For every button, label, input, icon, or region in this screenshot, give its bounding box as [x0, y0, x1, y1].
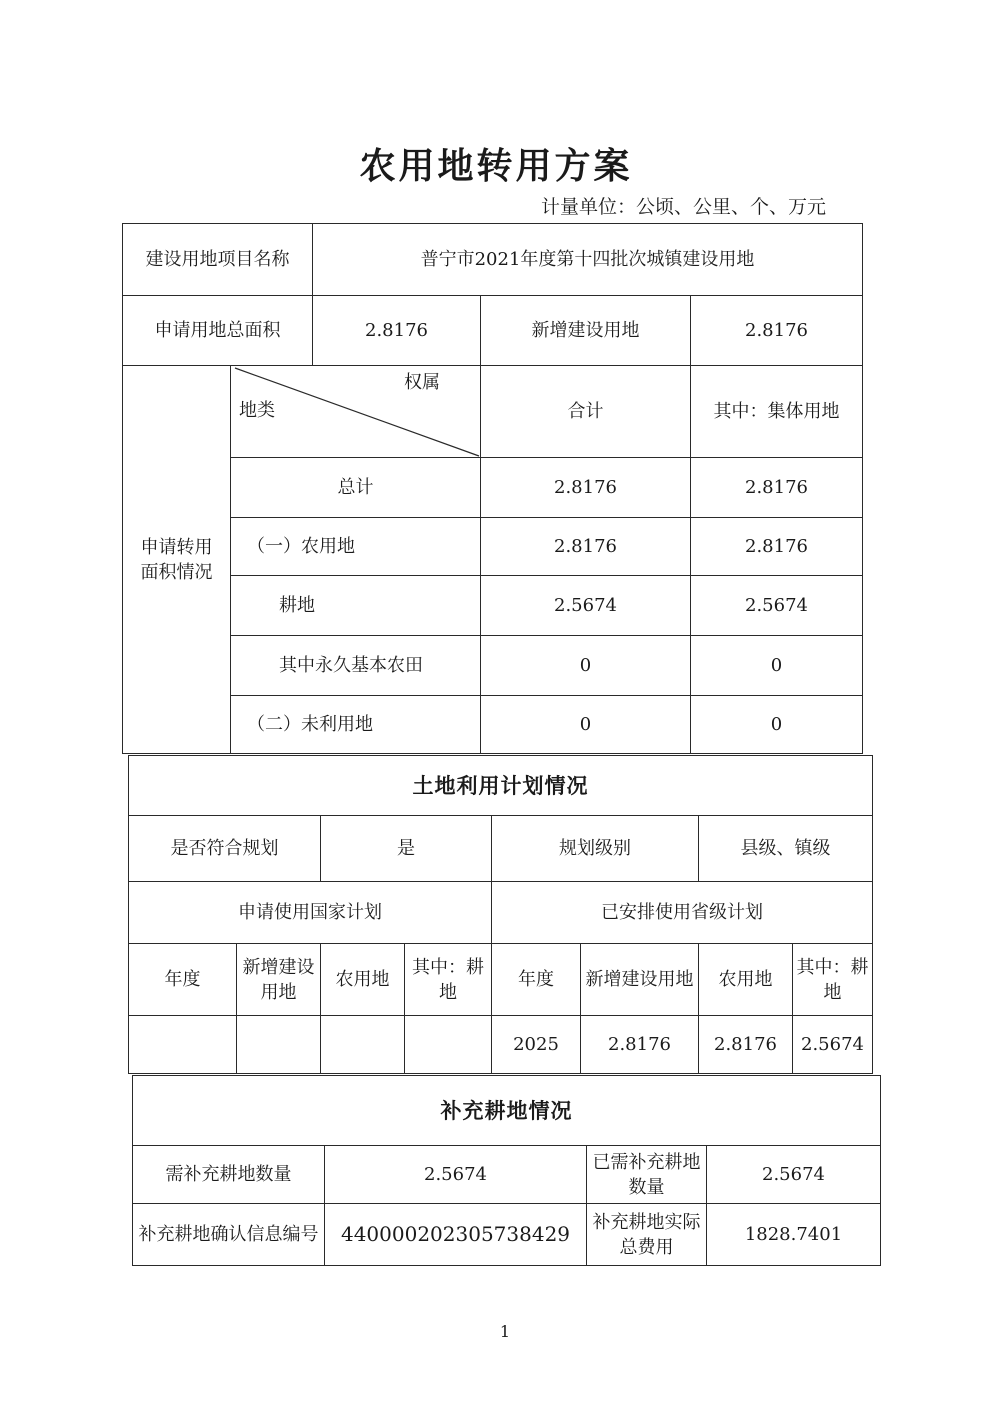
- row-basic-farmland-label: 其中永久基本农田: [231, 636, 481, 696]
- national-col-new-construction: 新增建设用地: [237, 944, 321, 1016]
- national-col-farmland: 其中：耕地: [405, 944, 492, 1016]
- conversion-section-text: 申请转用面积情况: [140, 536, 213, 583]
- diagonal-header-cell: [231, 366, 481, 458]
- provincial-agricultural-value: 2.8176: [699, 1016, 793, 1074]
- row-agricultural-collective: 2.8176: [691, 518, 863, 576]
- national-agricultural-value: [321, 1016, 405, 1074]
- col-total-header: 合计: [481, 366, 691, 458]
- plan-section-title: 土地利用计划情况: [129, 756, 873, 816]
- need-supplement-label: 需补充耕地数量: [133, 1146, 325, 1204]
- row-basic-farmland-total: 0: [481, 636, 691, 696]
- row-grand-total-collective: 2.8176: [691, 458, 863, 518]
- new-construction-label: 新增建设用地: [481, 296, 691, 366]
- plan-level-value: 县级、镇级: [699, 816, 873, 882]
- conversion-section-label: [123, 366, 231, 754]
- provincial-col-farmland: 其中：耕地: [793, 944, 873, 1016]
- conform-value: 是: [321, 816, 492, 882]
- project-name-label: 建设用地项目名称: [123, 224, 313, 296]
- provincial-plan-label: 已安排使用省级计划: [492, 882, 873, 944]
- row-agricultural-total: 2.8176: [481, 518, 691, 576]
- col-collective-header: 其中：集体用地: [691, 366, 863, 458]
- plan-level-label: 规划级别: [492, 816, 699, 882]
- conversion-table: [122, 223, 863, 754]
- row-farmland-collective: 2.5674: [691, 576, 863, 636]
- national-col-year: 年度: [129, 944, 237, 1016]
- header-owner: 权属: [404, 372, 440, 393]
- row-farmland-label: 耕地: [231, 576, 481, 636]
- national-year-value: [129, 1016, 237, 1074]
- total-area-label: 申请用地总面积: [123, 296, 313, 366]
- row-basic-farmland-collective: 0: [691, 636, 863, 696]
- national-col-agricultural: 农用地: [321, 944, 405, 1016]
- provincial-year-value: 2025: [492, 1016, 581, 1074]
- row-unused-label: （二）未利用地: [231, 696, 481, 754]
- row-grand-total-total: 2.8176: [481, 458, 691, 518]
- provincial-col-new-construction: 新增建设用地: [581, 944, 699, 1016]
- new-construction-value: 2.8176: [691, 296, 863, 366]
- header-land-type: 地类: [239, 400, 275, 421]
- project-name-value: 普宁市2021年度第十四批次城镇建设用地: [313, 224, 863, 296]
- national-new-construction-value: [237, 1016, 321, 1074]
- total-area-value: 2.8176: [313, 296, 481, 366]
- need-supplement-value: 2.5674: [325, 1146, 587, 1204]
- page-number: 1: [499, 1322, 511, 1341]
- row-unused-total: 0: [481, 696, 691, 754]
- actual-cost-label: 补充耕地实际总费用: [587, 1204, 707, 1266]
- national-farmland-value: [405, 1016, 492, 1074]
- row-farmland-total: 2.5674: [481, 576, 691, 636]
- row-grand-total-label: 总计: [231, 458, 481, 518]
- confirm-id-value: 440000202305738429: [325, 1204, 587, 1266]
- conform-label: 是否符合规划: [129, 816, 321, 882]
- supplement-section-title: 补充耕地情况: [133, 1076, 881, 1146]
- provincial-col-agricultural: 农用地: [699, 944, 793, 1016]
- national-plan-label: 申请使用国家计划: [129, 882, 492, 944]
- done-supplement-label: 已需补充耕地数量: [587, 1146, 707, 1204]
- row-unused-collective: 0: [691, 696, 863, 754]
- unit-note: 计量单位：公顷、公里、个、万元: [540, 196, 826, 218]
- done-supplement-value: 2.5674: [707, 1146, 881, 1204]
- provincial-farmland-value: 2.5674: [793, 1016, 873, 1074]
- provincial-col-year: 年度: [492, 944, 581, 1016]
- page-title: 农用地转用方案: [359, 145, 633, 187]
- row-agricultural-label: （一）农用地: [231, 518, 481, 576]
- provincial-new-construction-value: 2.8176: [581, 1016, 699, 1074]
- actual-cost-value: 1828.7401: [707, 1204, 881, 1266]
- plan-table: [128, 755, 873, 1074]
- confirm-id-label: 补充耕地确认信息编号: [133, 1204, 325, 1266]
- supplement-table: [132, 1075, 881, 1266]
